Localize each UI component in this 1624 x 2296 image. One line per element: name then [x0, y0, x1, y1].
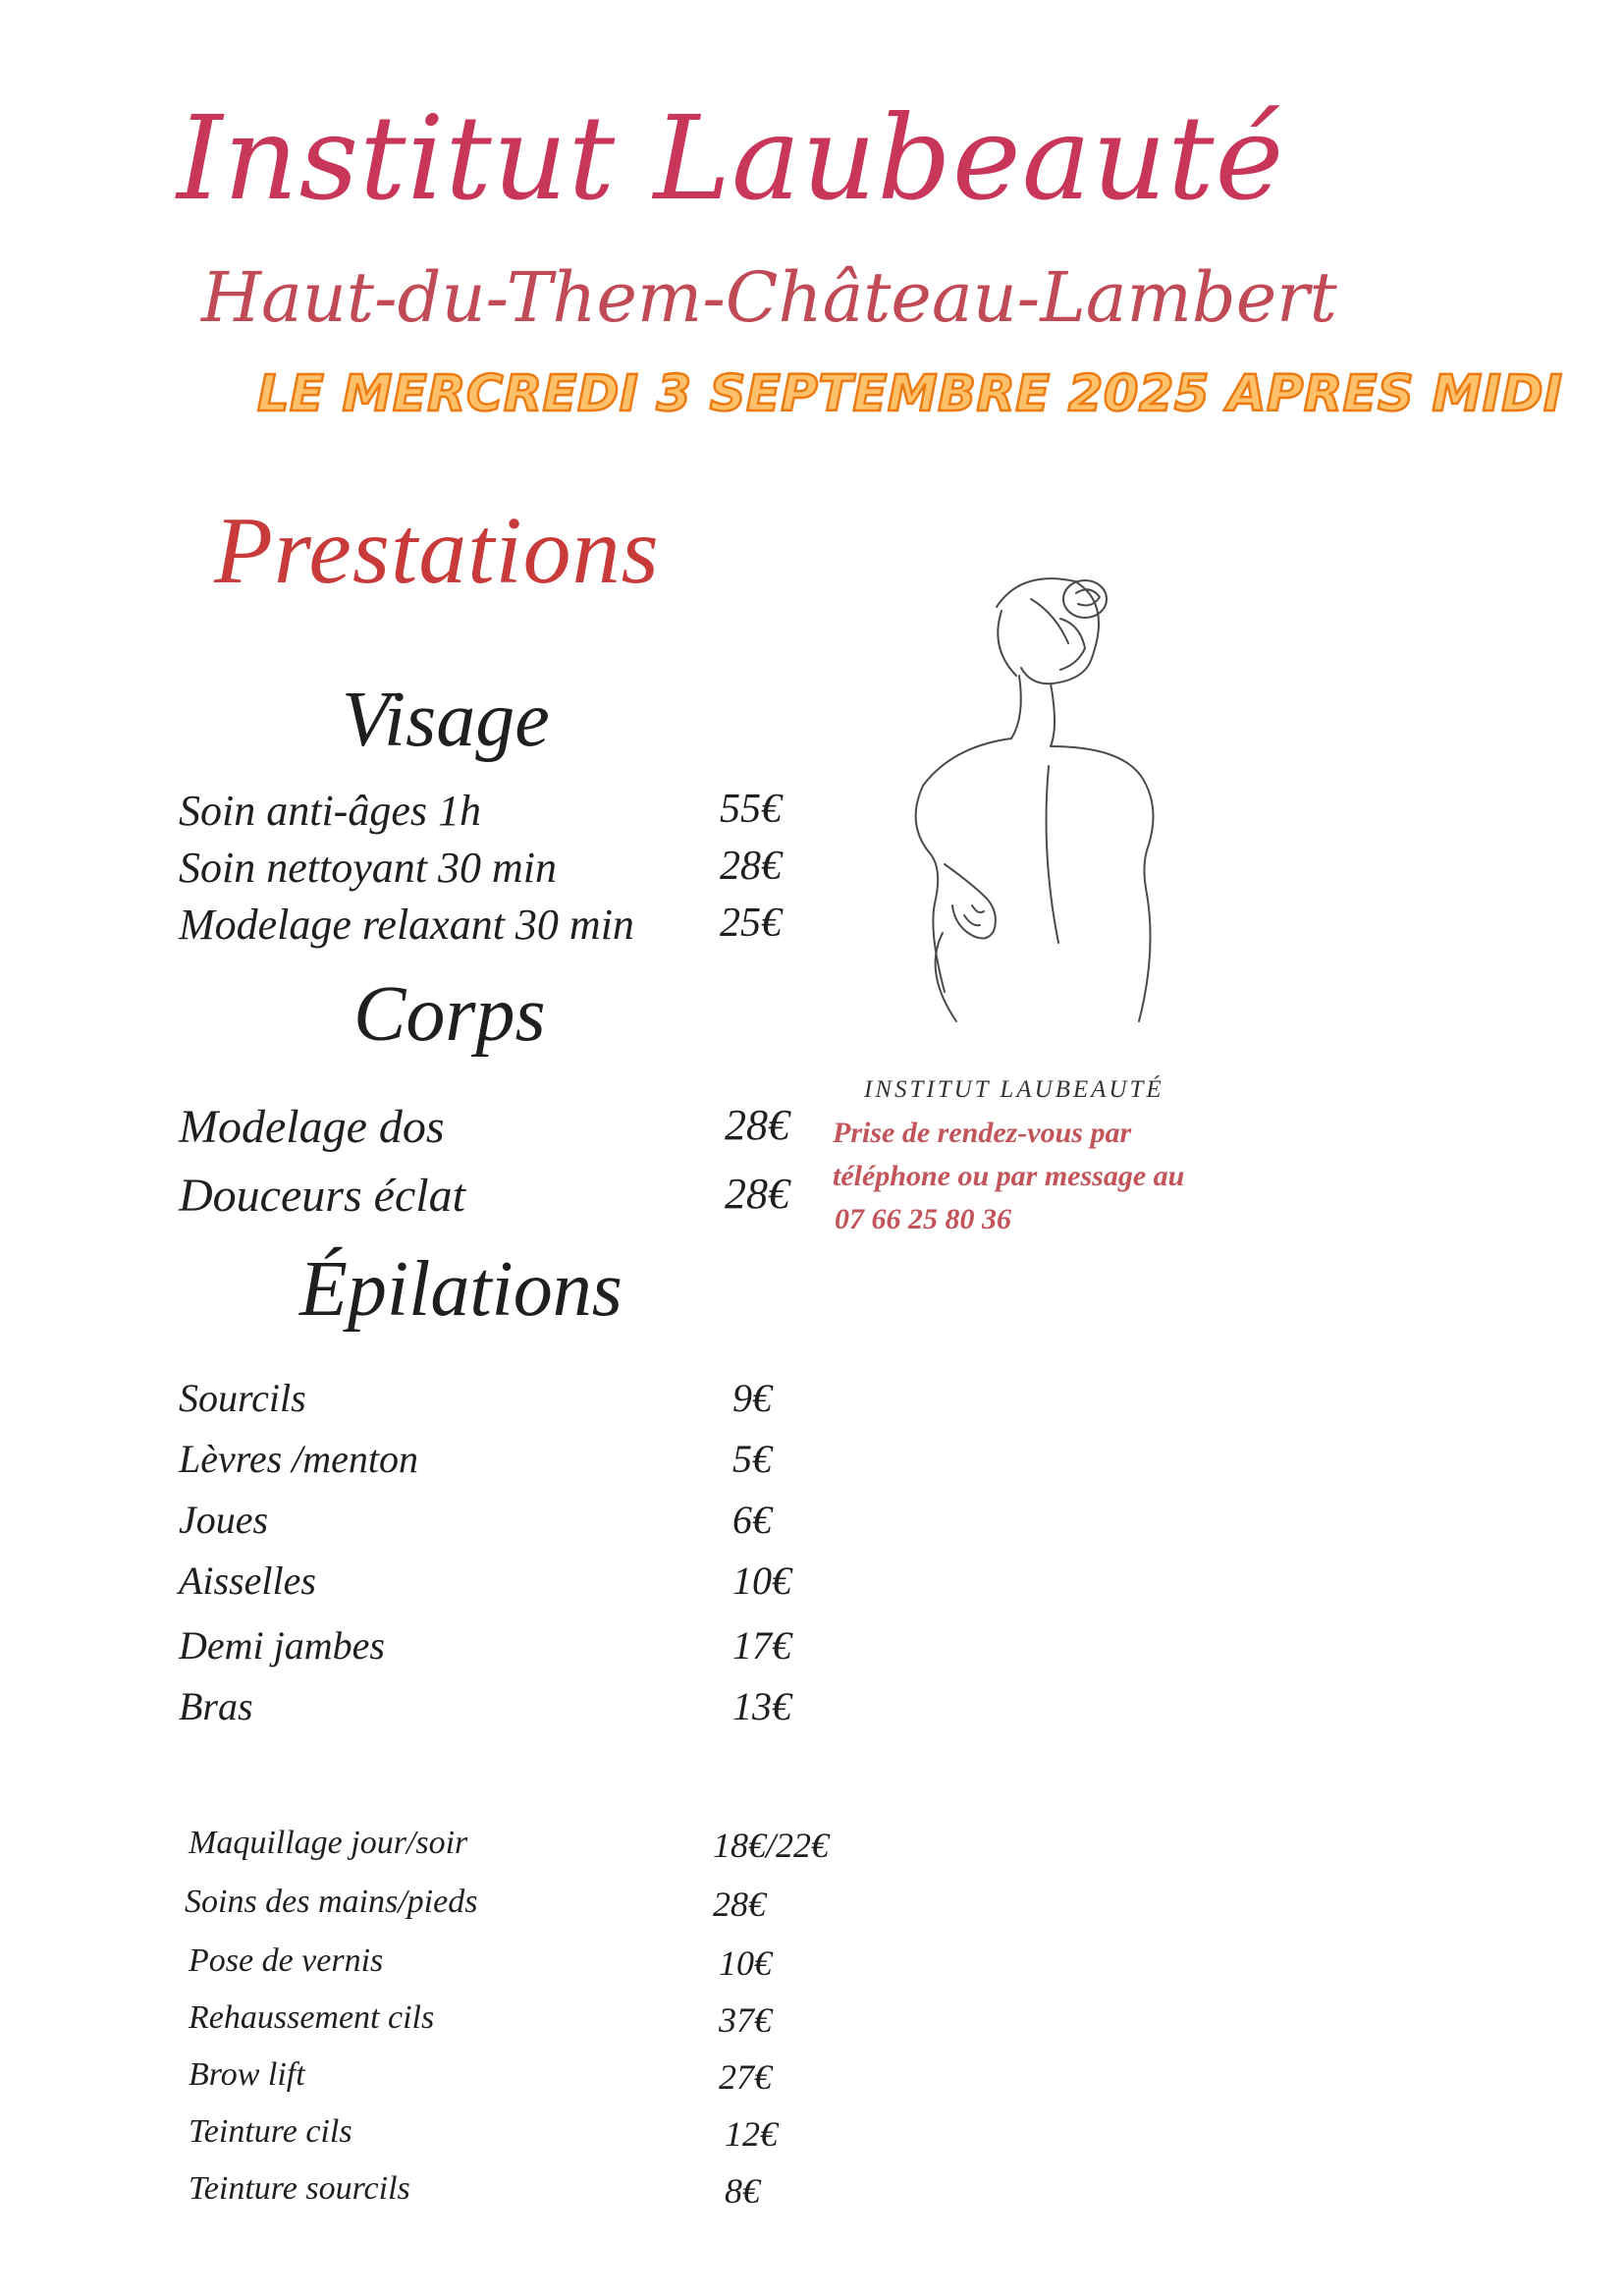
- section-title-visage: Visage: [342, 677, 550, 763]
- salon-name-caption: INSTITUT LAUBEAUTÉ: [864, 1076, 1164, 1103]
- prestations-heading: Prestations: [214, 498, 660, 604]
- list-item-name: Soin anti-âges 1h: [179, 787, 481, 835]
- list-item-name: Demi jambes: [179, 1623, 385, 1667]
- list-item-price: 12€: [725, 2114, 778, 2154]
- list-item-name: Douceurs éclat: [179, 1170, 465, 1222]
- list-item-price: 28€: [725, 1101, 789, 1149]
- list-item-name: Modelage dos: [179, 1101, 445, 1153]
- contact-line-1: Prise de rendez-vous par: [833, 1117, 1132, 1149]
- list-item-name: Brow lift: [189, 2056, 305, 2093]
- list-item-price: 10€: [719, 1943, 772, 1983]
- list-item-price: 6€: [732, 1498, 772, 1542]
- list-item-price: 28€: [713, 1885, 766, 1924]
- section-title-corps: Corps: [353, 971, 546, 1058]
- section-title-epilations: Épilations: [299, 1246, 623, 1333]
- list-item-name: Teinture cils: [189, 2113, 352, 2150]
- list-item-name: Soin nettoyant 30 min: [179, 844, 557, 892]
- woman-line-drawing-icon: [884, 560, 1188, 1031]
- event-date: LE MERCREDI 3 SEPTEMBRE 2025 APRES MIDI: [257, 365, 1563, 423]
- list-item-price: 13€: [732, 1684, 791, 1728]
- contact-line-2: téléphone ou par message au: [833, 1160, 1185, 1192]
- list-item-price: 9€: [732, 1376, 772, 1420]
- list-item-name: Pose de vernis: [189, 1942, 384, 1979]
- list-item-price: 17€: [732, 1623, 791, 1667]
- list-item-name: Aisselles: [179, 1558, 316, 1603]
- list-item-price: 18€/22€: [713, 1826, 830, 1865]
- list-item-price: 27€: [719, 2057, 772, 2097]
- list-item-price: 25€: [720, 901, 782, 946]
- list-item-price: 5€: [732, 1437, 772, 1481]
- list-item-name: Rehaussement cils: [189, 1999, 435, 2036]
- list-item-name: Lèvres /menton: [179, 1437, 419, 1481]
- list-item-price: 8€: [725, 2171, 760, 2211]
- list-item-name: Bras: [179, 1684, 253, 1728]
- list-item-name: Sourcils: [179, 1376, 306, 1420]
- list-item-price: 28€: [720, 844, 782, 889]
- list-item-price: 55€: [720, 787, 782, 832]
- list-item-name: Joues: [179, 1498, 269, 1542]
- contact-phone: 07 66 25 80 36: [835, 1203, 1011, 1235]
- list-item-price: 28€: [725, 1170, 789, 1218]
- location-subtitle: Haut-du-Them-Château-Lambert: [201, 257, 1337, 338]
- list-item-name: Soins des mains/pieds: [185, 1884, 478, 1920]
- page-title: Institut Laubeauté: [177, 90, 1285, 226]
- list-item-name: Teinture sourcils: [189, 2170, 410, 2207]
- list-item-price: 10€: [732, 1558, 791, 1603]
- list-item-name: Maquillage jour/soir: [189, 1825, 468, 1861]
- list-item-name: Modelage relaxant 30 min: [179, 901, 634, 949]
- list-item-price: 37€: [719, 2000, 772, 2040]
